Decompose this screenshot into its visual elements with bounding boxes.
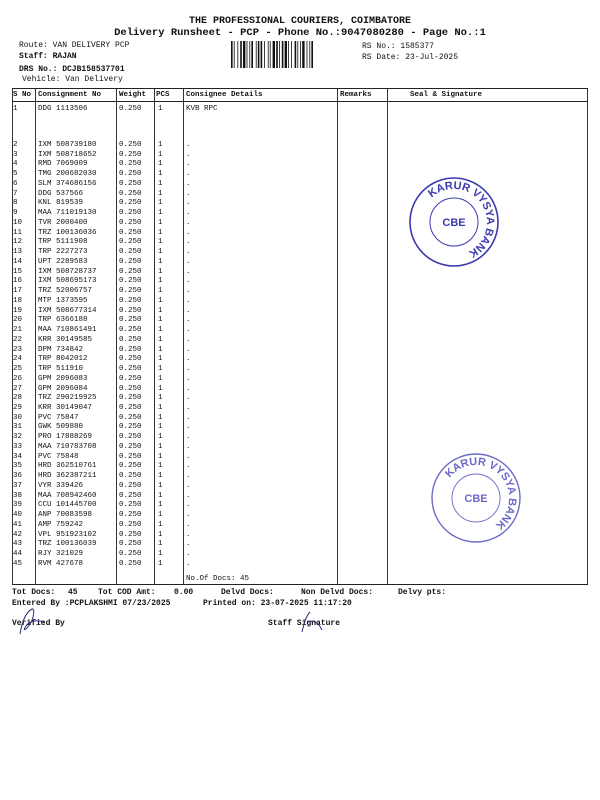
row-pcs: 1 <box>158 141 163 149</box>
col-header-seal-signature: Seal & Signature <box>410 91 483 99</box>
row-weight: 0.250 <box>119 189 142 198</box>
row-weight: 0.250 <box>119 170 142 179</box>
row-consignee-details: . <box>186 345 191 354</box>
row-consignee-details: . <box>186 141 191 149</box>
printed-on: Printed on: 23-07-2025 11:17:20 <box>203 599 352 608</box>
non-delvd-docs-label: Non Delvd Docs: <box>301 588 374 597</box>
row-weight: 0.250 <box>119 433 142 442</box>
row-pcs: 1 <box>158 472 163 481</box>
row-consignee-details: . <box>186 326 191 335</box>
row-weight: 0.250 <box>119 257 142 266</box>
row-sno: 9 <box>13 209 18 218</box>
row-consignment-no: SLM 374686156 <box>38 179 97 188</box>
row-sno: 12 <box>13 238 23 247</box>
row-weight: 0.250 <box>119 277 142 286</box>
row-weight: 0.250 <box>119 150 142 159</box>
row-pcs: 1 <box>158 189 163 198</box>
row-sno: 4 <box>13 160 18 169</box>
seal-1-center-text: CBE <box>442 217 466 229</box>
rs-number: RS No.: 1585377 <box>362 42 435 51</box>
col-header-pcs: PCS <box>156 91 170 99</box>
row-weight: 0.250 <box>119 316 142 325</box>
row-consignment-no: MAA 710783708 <box>38 442 97 451</box>
row-sno: 13 <box>13 248 23 257</box>
row-consignment-no: PVC 75848 <box>38 452 79 461</box>
row-pcs: 1 <box>158 228 163 237</box>
row-sno: 25 <box>13 365 23 374</box>
row-consignment-no: DPM 734842 <box>38 345 84 354</box>
row-sno: 17 <box>13 287 23 296</box>
verifier-signature-scribble <box>4 606 64 638</box>
delvy-pts-label: Delvy pts: <box>398 588 447 597</box>
row-consignment-no: ANP 70083598 <box>38 511 93 520</box>
row-weight: 0.250 <box>119 374 142 383</box>
row-pcs: 1 <box>158 423 163 432</box>
col-header-consignee: Consignee Details <box>186 91 263 99</box>
row-consignee-details: . <box>186 267 191 276</box>
row-sno: 23 <box>13 345 23 354</box>
row-consignee-details: . <box>186 423 191 432</box>
row-consignment-no: AMP 759242 <box>38 520 84 529</box>
vehicle-label: Vehicle: Van Delivery <box>22 75 123 84</box>
row-consignee-details: . <box>186 160 191 169</box>
row-consignment-no: KRR 30149585 <box>38 335 93 344</box>
company-name: THE PROFESSIONAL COURIERS, COIMBATORE <box>188 16 412 27</box>
row-sno: 35 <box>13 462 23 471</box>
row-consignee-details: . <box>186 238 191 247</box>
row-weight: 0.250 <box>119 306 142 315</box>
row-consignment-no: GPM 2096083 <box>38 374 88 383</box>
delvd-docs-label: Delvd Docs: <box>221 588 274 597</box>
row-consignment-no: TRP 5111908 <box>38 238 88 247</box>
row-consignee-details: . <box>186 316 191 325</box>
row-consignment-no: PVC 75847 <box>38 413 79 422</box>
row-consignment-no: TRP 6366188 <box>38 316 88 325</box>
row-consignment-no: KNL 819539 <box>38 199 84 208</box>
row-pcs: 1 <box>158 306 163 315</box>
row-sno: 5 <box>13 170 18 179</box>
row-consignee-details: . <box>186 199 191 208</box>
row-weight: 0.250 <box>119 530 142 539</box>
row-weight: 0.250 <box>119 179 142 188</box>
row-weight: 0.250 <box>119 105 142 113</box>
row-consignment-no: HRD 362510761 <box>38 462 97 471</box>
runsheet-title: Delivery Runsheet - PCP - Phone No.:9047080280 - Page No.:1 <box>114 27 486 39</box>
row-consignment-no: TRZ 100136036 <box>38 228 97 237</box>
row-consignment-no: DDG 537566 <box>38 189 84 198</box>
row-consignee-details: . <box>186 228 191 237</box>
row-sno: 42 <box>13 530 23 539</box>
row-sno: 29 <box>13 403 23 412</box>
row-sno: 20 <box>13 316 23 325</box>
barcode-image <box>230 41 358 68</box>
no-of-docs: No.Of Docs: 45 <box>186 575 250 583</box>
row-weight: 0.250 <box>119 511 142 520</box>
row-pcs: 1 <box>158 384 163 393</box>
row-consignee-details: . <box>186 306 191 315</box>
row-consignee-details: KVB RPC <box>186 105 218 113</box>
row-consignment-no: TRZ 100136039 <box>38 540 97 549</box>
row-pcs: 1 <box>158 394 163 403</box>
row-sno: 10 <box>13 218 23 227</box>
col-header-remarks: Remarks <box>340 91 372 99</box>
row-weight: 0.250 <box>119 355 142 364</box>
row-pcs: 1 <box>158 199 163 208</box>
row-sno: 41 <box>13 520 23 529</box>
row-pcs: 1 <box>158 296 163 305</box>
row-pcs: 1 <box>158 355 163 364</box>
row-consignment-no: IXM 508739180 <box>38 141 97 149</box>
row-consignment-no: TRP 511910 <box>38 365 84 374</box>
row-pcs: 1 <box>158 530 163 539</box>
row-sno: 6 <box>13 179 18 188</box>
row-sno: 33 <box>13 442 23 451</box>
row-weight: 0.250 <box>119 481 142 490</box>
row-consignee-details: . <box>186 540 191 549</box>
row-weight: 0.250 <box>119 238 142 247</box>
row-weight: 0.250 <box>119 335 142 344</box>
row-pcs: 1 <box>158 501 163 510</box>
row-consignment-no: UPT 2289583 <box>38 257 88 266</box>
row-sno: 34 <box>13 452 23 461</box>
row-sno: 40 <box>13 511 23 520</box>
row-pcs: 1 <box>158 160 163 169</box>
row-consignee-details: . <box>186 335 191 344</box>
row-pcs: 1 <box>158 365 163 374</box>
row-sno: 31 <box>13 423 23 432</box>
row-consignee-details: . <box>186 491 191 500</box>
row-consignee-details: . <box>186 481 191 490</box>
row-weight: 0.250 <box>119 501 142 510</box>
row-weight: 0.250 <box>119 394 142 403</box>
row-weight: 0.250 <box>119 160 142 169</box>
row-consignee-details: . <box>186 520 191 529</box>
route-label: Route: VAN DELIVERY PCP <box>19 41 130 50</box>
row-weight: 0.250 <box>119 540 142 549</box>
row-consignee-details: . <box>186 189 191 198</box>
row-sno: 16 <box>13 277 23 286</box>
row-weight: 0.250 <box>119 296 142 305</box>
row-pcs: 1 <box>158 462 163 471</box>
row-weight: 0.250 <box>119 452 142 461</box>
tot-cod-label: Tot COD Amt: <box>98 588 156 597</box>
row-pcs: 1 <box>158 248 163 257</box>
row-consignment-no: RVM 427678 <box>38 559 84 568</box>
row-weight: 0.250 <box>119 209 142 218</box>
row-weight: 0.250 <box>119 199 142 208</box>
row-pcs: 1 <box>158 257 163 266</box>
tot-docs-value: 45 <box>68 588 78 597</box>
staff-signature-scribble <box>296 608 336 636</box>
row-weight: 0.250 <box>119 345 142 354</box>
staff-label: Staff: RAJAN <box>19 52 77 61</box>
row-sno: 26 <box>13 374 23 383</box>
row-weight: 0.250 <box>119 550 142 559</box>
row-consignee-details: . <box>186 296 191 305</box>
col-header-consignment: Consignment No <box>38 91 102 99</box>
row-consignee-details: . <box>186 209 191 218</box>
row-consignee-details: . <box>186 150 191 159</box>
row-pcs: 1 <box>158 481 163 490</box>
row-sno: 22 <box>13 335 23 344</box>
row-consignee-details: . <box>186 550 191 559</box>
row-weight: 0.250 <box>119 326 142 335</box>
row-sno: 38 <box>13 491 23 500</box>
row-consignee-details: . <box>186 179 191 188</box>
row-sno: 18 <box>13 296 23 305</box>
col-header-weight: Weight <box>119 91 147 99</box>
tot-docs-label: Tot Docs: <box>12 588 56 597</box>
row-consignment-no: TRZ 290219925 <box>38 394 97 403</box>
row-pcs: 1 <box>158 559 163 568</box>
row-sno: 15 <box>13 267 23 276</box>
row-consignee-details: . <box>186 365 191 374</box>
row-pcs: 1 <box>158 267 163 276</box>
row-sno: 37 <box>13 481 23 490</box>
row-sno: 45 <box>13 559 23 568</box>
row-sno: 21 <box>13 326 23 335</box>
seal-2-center-text: CBE <box>464 493 488 505</box>
row-consignee-details: . <box>186 472 191 481</box>
row-consignment-no: IXM 508695173 <box>38 277 97 286</box>
row-sno: 39 <box>13 501 23 510</box>
row-consignee-details: . <box>186 248 191 257</box>
row-consignment-no: DDG 1113506 <box>38 105 88 113</box>
row-pcs: 1 <box>158 150 163 159</box>
row-consignment-no: IXM 508728737 <box>38 267 97 276</box>
row-pcs: 1 <box>158 520 163 529</box>
row-sno: 43 <box>13 540 23 549</box>
row-pcs: 1 <box>158 403 163 412</box>
row-consignment-no: KRR 30149047 <box>38 403 93 412</box>
row-weight: 0.250 <box>119 559 142 568</box>
row-consignment-no: RJY 321029 <box>38 550 84 559</box>
row-consignee-details: . <box>186 413 191 422</box>
row-pcs: 1 <box>158 316 163 325</box>
row-consignment-no: CCU 101445700 <box>38 501 97 510</box>
row-weight: 0.250 <box>119 248 142 257</box>
row-consignment-no: TRZ 52006757 <box>38 287 93 296</box>
row-pcs: 1 <box>158 491 163 500</box>
row-consignee-details: . <box>186 170 191 179</box>
row-pcs: 1 <box>158 287 163 296</box>
row-weight: 0.250 <box>119 228 142 237</box>
row-weight: 0.250 <box>119 384 142 393</box>
row-pcs: 1 <box>158 540 163 549</box>
row-consignment-no: TRP 8042012 <box>38 355 88 364</box>
row-weight: 0.250 <box>119 413 142 422</box>
row-pcs: 1 <box>158 238 163 247</box>
seal-2-ring-text: KARUR VYSYA BANK <box>443 455 519 532</box>
row-consignment-no: TVR 2000400 <box>38 218 88 227</box>
row-consignee-details: . <box>186 462 191 471</box>
row-weight: 0.250 <box>119 520 142 529</box>
drs-number: DRS No.: DCJB158537701 <box>19 65 125 74</box>
row-consignment-no: GPM 2096084 <box>38 384 88 393</box>
row-weight: 0.250 <box>119 462 142 471</box>
row-consignment-no: VYR 339426 <box>38 481 84 490</box>
bank-seal-stamp-2 <box>430 452 522 544</box>
rs-date: RS Date: 23-Jul-2025 <box>362 53 459 62</box>
row-weight: 0.250 <box>119 141 142 149</box>
row-pcs: 1 <box>158 179 163 188</box>
row-pcs: 1 <box>158 209 163 218</box>
row-consignee-details: . <box>186 394 191 403</box>
row-consignment-no: IXM 508718652 <box>38 150 97 159</box>
row-consignee-details: . <box>186 501 191 510</box>
row-consignee-details: . <box>186 559 191 568</box>
row-consignee-details: . <box>186 287 191 296</box>
row-consignee-details: . <box>186 511 191 520</box>
row-consignment-no: MAA 710861491 <box>38 326 97 335</box>
row-sno: 14 <box>13 257 23 266</box>
row-pcs: 1 <box>158 277 163 286</box>
row-consignment-no: HRD 362387211 <box>38 472 97 481</box>
row-consignee-details: . <box>186 355 191 364</box>
row-pcs: 1 <box>158 335 163 344</box>
row-pcs: 1 <box>158 374 163 383</box>
row-sno: 7 <box>13 189 18 198</box>
row-consignee-details: . <box>186 403 191 412</box>
row-pcs: 1 <box>158 105 163 113</box>
row-consignee-details: . <box>186 374 191 383</box>
row-pcs: 1 <box>158 218 163 227</box>
row-consignment-no: TRP 2227273 <box>38 248 88 257</box>
row-consignee-details: . <box>186 257 191 266</box>
row-sno: 24 <box>13 355 23 364</box>
seal-1-ring-text: KARUR VYSYA BANK <box>426 179 497 260</box>
row-sno: 27 <box>13 384 23 393</box>
row-consignment-no: VPL 951923102 <box>38 530 97 539</box>
row-consignment-no: RMD 7069009 <box>38 160 88 169</box>
row-consignee-details: . <box>186 442 191 451</box>
row-consignee-details: . <box>186 384 191 393</box>
row-consignee-details: . <box>186 452 191 461</box>
row-pcs: 1 <box>158 413 163 422</box>
entered-by: Entered By :PCPLAKSHMI 07/23/2025 <box>12 599 171 608</box>
row-sno: 32 <box>13 433 23 442</box>
row-weight: 0.250 <box>119 423 142 432</box>
row-consignee-details: . <box>186 530 191 539</box>
row-consignment-no: MAA 711019130 <box>38 209 97 218</box>
row-sno: 11 <box>13 228 23 237</box>
row-consignment-no: GWK 509880 <box>38 423 84 432</box>
row-weight: 0.250 <box>119 491 142 500</box>
row-weight: 0.250 <box>119 218 142 227</box>
row-sno: 8 <box>13 199 18 208</box>
row-sno: 3 <box>13 150 18 159</box>
row-consignment-no: TMG 200682030 <box>38 170 97 179</box>
row-consignee-details: . <box>186 218 191 227</box>
row-pcs: 1 <box>158 511 163 520</box>
row-weight: 0.250 <box>119 267 142 276</box>
bank-seal-stamp-1 <box>408 176 500 268</box>
row-weight: 0.250 <box>119 472 142 481</box>
row-weight: 0.250 <box>119 365 142 374</box>
row-consignment-no: PRO 17888269 <box>38 433 93 442</box>
row-weight: 0.250 <box>119 287 142 296</box>
staff-signature-label: Staff Signature <box>268 619 341 628</box>
row-consignee-details: . <box>186 433 191 442</box>
row-pcs: 1 <box>158 452 163 461</box>
row-consignment-no: IXM 508677314 <box>38 306 97 315</box>
verified-by-label: Verified By <box>12 619 65 628</box>
col-header-sno: S No <box>13 91 32 99</box>
row-consignee-details: . <box>186 277 191 286</box>
row-sno: 1 <box>13 105 18 113</box>
row-sno: 44 <box>13 550 23 559</box>
tot-cod-value: 0.00 <box>174 588 194 597</box>
row-weight: 0.250 <box>119 442 142 451</box>
row-pcs: 1 <box>158 326 163 335</box>
row-pcs: 1 <box>158 442 163 451</box>
row-sno: 19 <box>13 306 23 315</box>
row-sno: 28 <box>13 394 23 403</box>
row-pcs: 1 <box>158 433 163 442</box>
row-pcs: 1 <box>158 550 163 559</box>
row-sno: 30 <box>13 413 23 422</box>
row-pcs: 1 <box>158 170 163 179</box>
row-sno: 36 <box>13 472 23 481</box>
row-pcs: 1 <box>158 345 163 354</box>
row-consignment-no: MTP 1373595 <box>38 296 88 305</box>
row-consignment-no: MAA 708942460 <box>38 491 97 500</box>
row-sno: 2 <box>13 141 18 149</box>
row-weight: 0.250 <box>119 403 142 412</box>
